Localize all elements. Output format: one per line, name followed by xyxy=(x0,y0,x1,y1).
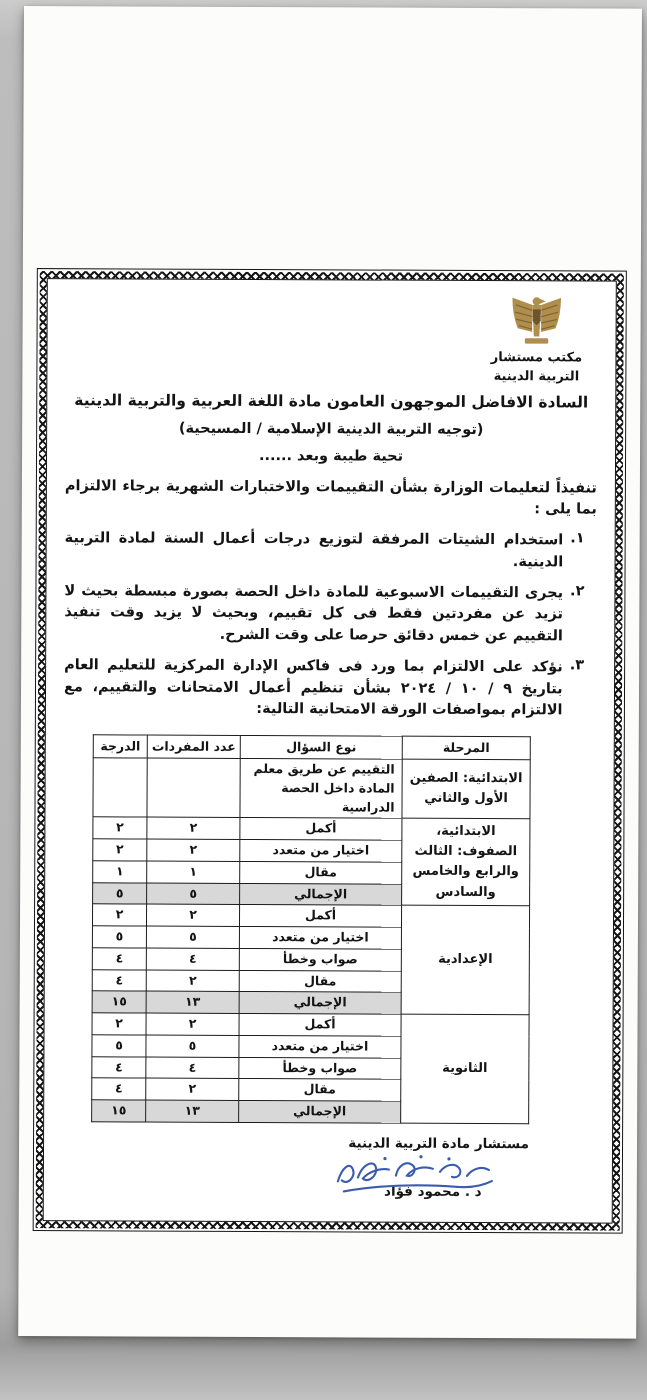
item-2-number: ٢. xyxy=(570,583,585,600)
count-cell: ١ xyxy=(147,861,240,883)
count-cell: ٥ xyxy=(147,883,240,905)
count-cell: ١٣ xyxy=(146,1100,239,1122)
item-1-text: استخدام الشيتات المرفقة لتوزيع درجات أعمال السنة لمادة التربية الدينية. xyxy=(64,530,564,571)
office-name-line2: التربية الدينية xyxy=(493,368,580,385)
grade-cell: ١٥ xyxy=(92,1100,146,1122)
grade-cell: ٢ xyxy=(93,817,147,839)
grade-cell: ٢ xyxy=(93,839,147,861)
table-row xyxy=(93,817,530,841)
grade-cell: ١ xyxy=(93,861,147,883)
grade-cell xyxy=(93,758,147,817)
question-cell: صواب وخطأ xyxy=(239,948,401,970)
grade-cell: ٤ xyxy=(92,969,146,991)
col-header-question: نوع السؤال xyxy=(240,736,402,760)
table-header-row xyxy=(93,735,530,760)
exam-spec-table xyxy=(91,734,531,1124)
stage-cell: الإعدادية xyxy=(401,906,529,1015)
stage-cell: الابتدائية، الصفوف: الثالث والرابع والخامس والسادس xyxy=(402,819,530,907)
table-row xyxy=(93,758,530,819)
count-cell: ٤ xyxy=(146,1057,239,1079)
signature-block xyxy=(289,1135,529,1200)
question-cell: اختيار من متعدد xyxy=(239,1035,401,1057)
signature-scribble xyxy=(322,1141,507,1200)
grade-cell: ٤ xyxy=(92,1078,146,1100)
question-cell: مقال xyxy=(239,1079,401,1101)
zigzag-border-band xyxy=(36,271,624,1230)
greeting-line: تحية طيبة وبعد ...... xyxy=(258,447,404,465)
question-cell: صواب وخطأ xyxy=(239,1057,401,1079)
question-cell: الإجمالي xyxy=(240,883,402,905)
grade-cell: ١٥ xyxy=(92,991,146,1013)
col-header-count: عدد المفردات xyxy=(147,735,240,758)
grade-cell: ٥ xyxy=(92,1035,146,1057)
grade-cell: ٢ xyxy=(93,904,147,926)
question-cell: اختيار من متعدد xyxy=(240,840,402,862)
count-cell: ١٣ xyxy=(146,991,239,1013)
count-cell: ٥ xyxy=(146,1035,239,1057)
decorative-border-frame xyxy=(33,268,627,1234)
question-cell: مقال xyxy=(240,861,402,883)
count-cell xyxy=(147,758,240,818)
count-cell: ٢ xyxy=(147,817,240,839)
count-cell: ٢ xyxy=(146,1013,239,1035)
question-cell: التقييم عن طريق معلم المادة داخل الحصة الدراسية xyxy=(240,759,402,819)
item-3-text: نؤكد على الالتزام بما ورد فى فاكس الإدارة المركزية للتعليم العام بتاريخ ٩ / ١٠ / ٢٠٢٤ بشأن تنظيم أعمال الامتحانات والتقييم، مع الالتزام بمواصفات الورقة الامتحانية التالية: xyxy=(63,657,563,719)
intro-paragraph: تنفيذاً لتعليمات الوزارة بشأن التقييمات والاختبارات الشهرية برجاء الالتزام بما يلى : xyxy=(64,477,597,518)
question-cell: أكمل xyxy=(239,905,401,927)
stage-cell: الثانوية xyxy=(401,1014,529,1123)
signature-name: د . محمود فؤاد xyxy=(384,1183,482,1200)
table-row xyxy=(92,1013,529,1037)
count-cell: ٥ xyxy=(146,926,239,948)
list-item-2 xyxy=(64,581,596,649)
question-cell: اختيار من متعدد xyxy=(239,927,401,949)
letterhead xyxy=(475,293,597,387)
letter-subtitle: (توجيه التربية الدينية الإسلامية / المسيحية) xyxy=(178,420,484,438)
list-item-1 xyxy=(65,528,597,574)
grade-cell: ٤ xyxy=(92,1056,146,1078)
count-cell: ٤ xyxy=(146,948,239,970)
question-cell: أكمل xyxy=(239,1014,401,1036)
count-cell: ٢ xyxy=(146,1078,239,1100)
office-name-line1: مكتب مستشار xyxy=(490,350,583,366)
count-cell: ٢ xyxy=(147,904,240,926)
count-cell: ٢ xyxy=(147,839,240,861)
stage-cell: الابتدائية: الصفين الأول والثاني xyxy=(402,759,530,819)
signature-title: مستشار مادة التربية الدينية xyxy=(348,1135,530,1153)
document-paper xyxy=(18,6,642,1339)
item-1-number: ١. xyxy=(570,530,585,547)
grade-cell: ٤ xyxy=(92,948,146,970)
grade-cell: ٢ xyxy=(92,1013,146,1035)
grade-cell: ٥ xyxy=(93,882,147,904)
item-2-text: يجرى التقييمات الاسبوعية للمادة داخل الحصة بصورة مبسطة بحيث لا تزيد عن مفردتين فقط فى كل تقييم، وبحيث لا يزيد وقت تنفيذ التقييم عن خمس دقائق حرصا على وقت الشرح. xyxy=(64,582,564,645)
question-cell: الإجمالي xyxy=(239,992,401,1014)
question-cell: مقال xyxy=(239,970,401,992)
egypt-eagle-emblem xyxy=(508,293,566,347)
grade-cell: ٥ xyxy=(92,926,146,948)
table-row xyxy=(93,904,530,928)
question-cell: أكمل xyxy=(240,818,402,840)
item-3-number: ٣. xyxy=(569,657,585,674)
letter-content xyxy=(43,278,617,1223)
question-cell: الإجمالي xyxy=(239,1101,401,1123)
count-cell: ٢ xyxy=(146,970,239,992)
list-item-3 xyxy=(64,655,596,723)
col-header-stage: المرحلة xyxy=(402,736,530,760)
col-header-grade: الدرجة xyxy=(93,735,147,758)
letter-title: السادة الافاضل الموجهون العامون مادة اللغة العربية والتربية الدينية xyxy=(74,390,589,412)
